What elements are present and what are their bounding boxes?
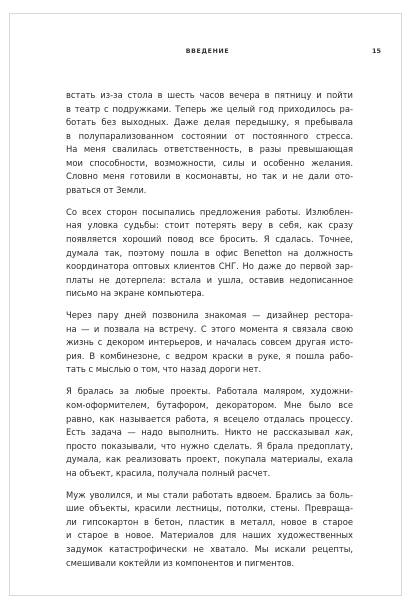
text-line: смешивали коктейли из компонентов и пигментов.	[66, 557, 295, 568]
text-line: тать с мыслью о том, что назад дороги нет.	[66, 364, 262, 375]
text-line: задумок катастрофически не хватало. Мы искали рецепты,	[66, 543, 353, 554]
text-line: ная уловка судьбы: стоит потерять веру в себя, как сразу	[66, 220, 353, 231]
text-line: жизнь с декором интерьеров, и началась совсем другая исто-	[66, 337, 353, 348]
paragraph	[66, 89, 353, 197]
text-line: ком-оформителем, бутафором, декоратором. Мне было все	[66, 399, 353, 410]
paragraph	[66, 309, 353, 377]
text-line: равно, как называется работа, я всецело отдалась процессу.	[66, 413, 353, 424]
text-line: платы не дотерпела: встала и ушла, оставив недописанное	[66, 274, 353, 285]
text-line: координатора оптовых клиентов СНГ. Но даже до первой зар-	[66, 261, 353, 272]
text-line: просто показывали, что нужно сделать. Я брала предоплату,	[66, 440, 353, 451]
text-line: письмо на экране компьютера.	[66, 288, 205, 299]
text-line: в театр с подружками. Теперь же целый год приходилось ра-	[66, 103, 353, 114]
text-line: появляется хороший повод все бросить. Я сдалась. Точнее,	[66, 233, 353, 244]
text-line: Через пару дней позвонила знакомая — дизайнер рестора-	[66, 310, 353, 321]
paragraph	[66, 385, 353, 480]
text-line: рваться от Земли.	[66, 184, 147, 195]
text-line: в полупарализованном состоянии от постоянного стресса.	[66, 130, 353, 141]
text-line: и старое в новое. Материалов для наших художественных	[66, 530, 353, 541]
text-line: ботать без выходных. Даже делая передышку, я пребывала	[66, 117, 353, 128]
text-line: Есть задача — надо выполнить. Никто не рассказывал как,	[66, 427, 353, 438]
text-line: Муж уволился, и мы стали работать вдвоем. Брались за боль-	[66, 489, 353, 500]
text-line: Я бралась за любые проекты. Работала маляром, художни-	[66, 386, 353, 397]
text-line: рия. В комбинезоне, с ведром краски в руке, я пошла рабо-	[66, 350, 353, 361]
paragraph	[66, 206, 353, 301]
text-line: Со всех сторон посыпались предложения работы. Излюблен-	[66, 206, 353, 217]
text-line: на объект, красила, получала полный расчет.	[66, 467, 271, 478]
text-line: встать из-за стола в шесть часов вечера в пятницу и пойти	[66, 90, 353, 100]
text-line: ли гипсокартон в бетон, пластик в металл, новое в старое	[66, 516, 353, 527]
text-line: шие объекты, красили лестницы, потолки, стены. Превраща-	[66, 503, 353, 514]
text-line: Словно меня готовили в космонавты, но так и не дали ото-	[66, 171, 353, 182]
text-line: думала, как реализовать проект, покупала материалы, ехала	[66, 454, 353, 465]
running-head: ВВЕДЕНИЕ	[185, 48, 230, 55]
page-number: 15	[371, 47, 381, 55]
emphasis: как	[335, 427, 351, 438]
text-line: на — и позвала на встречу. С этого момента я связала свою	[66, 323, 353, 334]
text-line: На меня свалилась ответственность, в разы превышающая	[66, 144, 353, 155]
text-line: мои способности, возможности, силы и особенно желания.	[66, 157, 353, 168]
paragraph	[66, 489, 353, 570]
text-line: думала так, поэтому пошла в офис Benetton на должность	[66, 247, 353, 258]
body-text	[66, 89, 353, 570]
